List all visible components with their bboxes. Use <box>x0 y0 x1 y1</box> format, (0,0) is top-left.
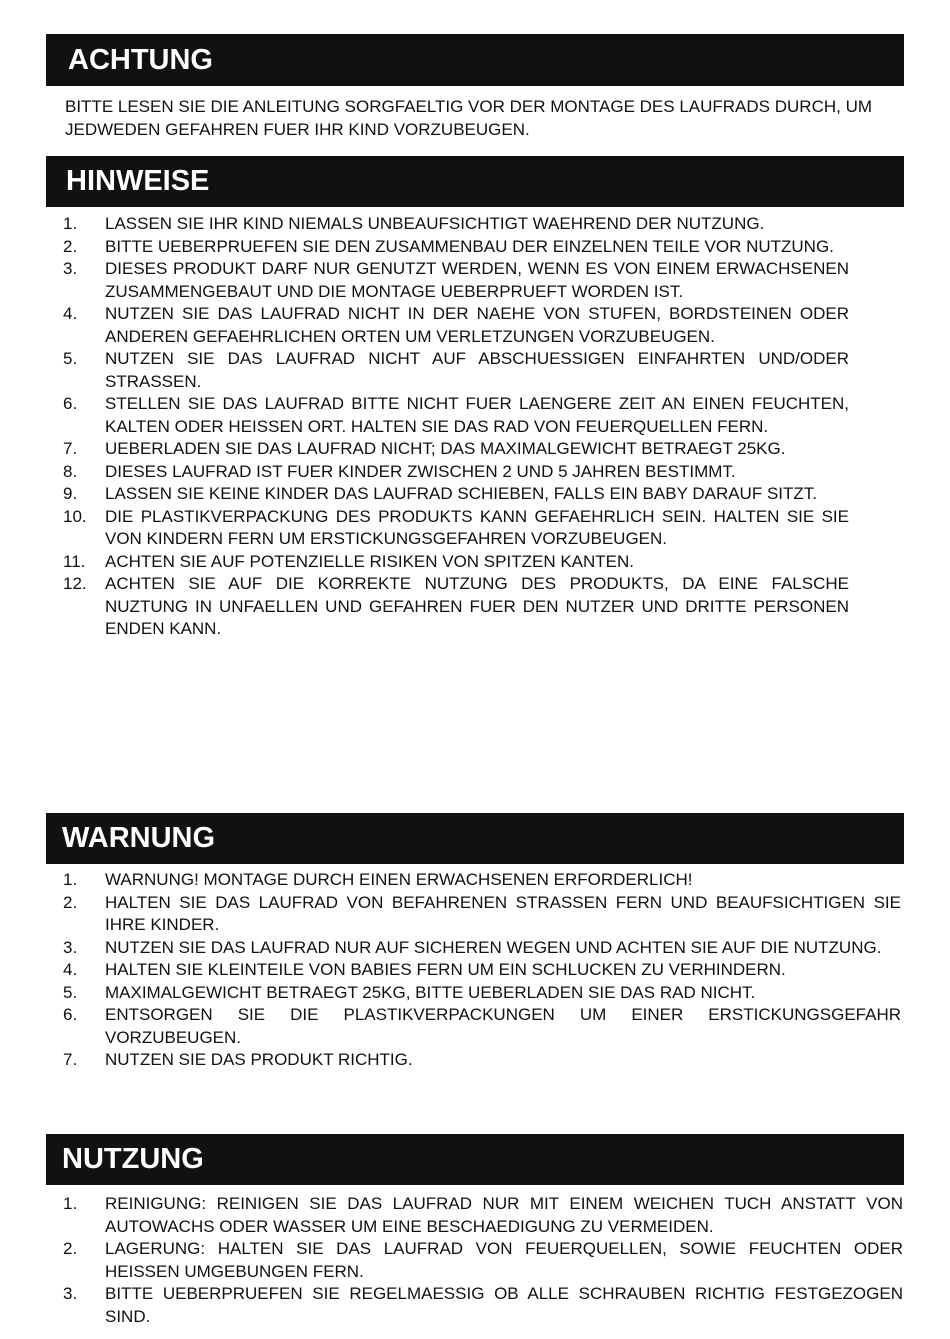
warnung-item-text: HALTEN SIE DAS LAUFRAD VON BEFAHRENEN STRASSEN FERN UND BEAUFSICHTIGEN SIE IHRE KINDER. <box>105 892 901 934</box>
hinweise-item <box>63 551 849 574</box>
warnung-item-number: 4. <box>63 960 78 979</box>
warnung-item <box>63 937 901 960</box>
hinweise-item-text: UEBERLADEN SIE DAS LAUFRAD NICHT; DAS MAXIMALGEWICHT BETRAEGT 25KG. <box>105 439 786 458</box>
nutzung-item <box>63 1238 903 1283</box>
nutzung-item-text: BITTE UEBERPRUEFEN SIE REGELMAESSIG OB ALLE SCHRAUBEN RICHTIG FESTGEZOGEN SIND. <box>105 1284 903 1326</box>
warnung-item-number: 6. <box>63 1005 78 1024</box>
warnung-item-text: WARNUNG! MONTAGE DURCH EINEN ERWACHSENEN ERFORDERLICH! <box>105 870 693 889</box>
warnung-item-number: 2. <box>63 892 78 912</box>
warnung-heading <box>46 813 904 864</box>
hinweise-item-number: 9. <box>63 484 78 503</box>
warnung-item-number: 5. <box>63 982 78 1002</box>
nutzung-item-number: 2. <box>63 1239 78 1258</box>
warnung-item-text: NUTZEN SIE DAS LAUFRAD NUR AUF SICHEREN WEGEN UND ACHTEN SIE AUF DIE NUTZUNG. <box>105 937 882 957</box>
hinweise-item-text: DIESES LAUFRAD IST FUER KINDER ZWISCHEN 2 UND 5 JAHREN BESTIMMT. <box>105 461 736 481</box>
warnung-list <box>63 869 901 1072</box>
hinweise-item <box>63 303 849 348</box>
hinweise-item <box>63 506 849 551</box>
hinweise-item-number: 5. <box>63 349 78 368</box>
hinweise-item <box>63 483 849 506</box>
hinweise-item <box>63 461 849 484</box>
hinweise-item <box>63 348 849 393</box>
achtung-title: ACHTUNG <box>68 43 213 76</box>
achtung-heading <box>46 34 904 86</box>
warnung-title: WARNUNG <box>62 822 216 854</box>
hinweise-item-number: 11. <box>63 551 86 571</box>
hinweise-item-number: 6. <box>63 394 78 413</box>
warnung-item-text: HALTEN SIE KLEINTEILE VON BABIES FERN UM EIN SCHLUCKEN ZU VERHINDERN. <box>105 960 786 979</box>
hinweise-item <box>63 393 849 438</box>
hinweise-item <box>63 573 849 641</box>
nutzung-list <box>63 1193 903 1328</box>
hinweise-item-text: ACHTEN SIE AUF DIE KORREKTE NUTZUNG DES PRODUKTS, DA EINE FALSCHE NUZTUNG IN UNFAELLEN UND GEFAHREN FUER DEN NUTZER UND DRITTE PERSONEN ENDEN KANN. <box>105 574 849 638</box>
hinweise-heading <box>46 156 904 207</box>
nutzung-item <box>63 1283 903 1328</box>
hinweise-item-text: NUTZEN SIE DAS LAUFRAD NICHT AUF ABSCHUESSIGEN EINFAHRTEN UND/ODER STRASSEN. <box>105 349 849 391</box>
hinweise-title: HINWEISE <box>66 165 210 197</box>
warnung-item <box>63 1049 901 1072</box>
hinweise-item-number: 8. <box>63 461 78 481</box>
nutzung-item-number: 1. <box>63 1194 78 1213</box>
hinweise-item-text: BITTE UEBERPRUEFEN SIE DEN ZUSAMMENBAU DER EINZELNEN TEILE VOR NUTZUNG. <box>105 236 834 256</box>
nutzung-item-text: REINIGUNG: REINIGEN SIE DAS LAUFRAD NUR MIT EINEM WEICHEN TUCH ANSTATT VON AUTOWACHS ODER WASSER UM EINE BESCHAEDIGUNG ZU VERMEIDEN. <box>105 1194 903 1236</box>
warnung-item-number: 7. <box>63 1050 78 1069</box>
hinweise-item-text: LASSEN SIE KEINE KINDER DAS LAUFRAD SCHIEBEN, FALLS EIN BABY DARAUF SITZT. <box>105 484 817 503</box>
warnung-item <box>63 869 901 892</box>
hinweise-list <box>63 213 849 641</box>
hinweise-item-text: ACHTEN SIE AUF POTENZIELLE RISIKEN VON SPITZEN KANTEN. <box>105 551 634 571</box>
hinweise-item-text: LASSEN SIE IHR KIND NIEMALS UNBEAUFSICHTIGT WAEHREND DER NUTZUNG. <box>105 214 765 233</box>
hinweise-item-number: 1. <box>63 214 78 233</box>
hinweise-item-text: STELLEN SIE DAS LAUFRAD BITTE NICHT FUER LAENGERE ZEIT AN EINEN FEUCHTEN, KALTEN ODER HEISSEN ORT. HALTEN SIE DAS RAD VON FEUERQUELLEN FERN. <box>105 394 849 436</box>
warnung-item-number: 3. <box>63 937 78 957</box>
hinweise-item <box>63 236 849 259</box>
nutzung-item-number: 3. <box>63 1284 78 1303</box>
nutzung-item <box>63 1193 903 1238</box>
nutzung-heading <box>46 1134 904 1185</box>
hinweise-item <box>63 213 849 236</box>
hinweise-item-number: 2. <box>63 236 78 256</box>
nutzung-title: NUTZUNG <box>62 1143 204 1175</box>
warnung-item <box>63 982 901 1005</box>
hinweise-item-number: 3. <box>63 259 78 278</box>
hinweise-item-number: 4. <box>63 304 78 323</box>
warnung-item <box>63 959 901 982</box>
hinweise-item-text: DIESES PRODUKT DARF NUR GENUTZT WERDEN, WENN ES VON EINEM ERWACHSENEN ZUSAMMENGEBAUT UND DIE MONTAGE UEBERPRUEFT WORDEN IST. <box>105 259 849 301</box>
warnung-item-text: NUTZEN SIE DAS PRODUKT RICHTIG. <box>105 1050 413 1069</box>
hinweise-item-number: 7. <box>63 439 78 458</box>
hinweise-item <box>63 258 849 303</box>
hinweise-item-text: DIE PLASTIKVERPACKUNG DES PRODUKTS KANN GEFAEHRLICH SEIN. HALTEN SIE SIE VON KINDERN FERN UM ERSTICKUNGSGEFAHREN VORZUBEUGEN. <box>105 506 849 548</box>
warnung-item-text: ENTSORGEN SIE DIE PLASTIKVERPACKUNGEN UM EINER ERSTICKUNGSGEFAHR VORZUBEUGEN. <box>105 1005 901 1047</box>
hinweise-item <box>63 438 849 461</box>
hinweise-item-text: NUTZEN SIE DAS LAUFRAD NICHT IN DER NAEHE VON STUFEN, BORDSTEINEN ODER ANDEREN GEFAEHRLICHEN ORTEN UM VERLETZUNGEN VORZUBEUGEN. <box>105 304 849 346</box>
achtung-text: BITTE LESEN SIE DIE ANLEITUNG SORGFAELTIG VOR DER MONTAGE DES LAUFRADS DURCH, UM JEDWEDEN GEFAHREN FUER IHR KIND VORZUBEUGEN. <box>65 97 873 139</box>
warnung-item <box>63 1004 901 1049</box>
warnung-item-text: MAXIMALGEWICHT BETRAEGT 25KG, BITTE UEBERLADEN SIE DAS RAD NICHT. <box>105 982 756 1002</box>
hinweise-item-number: 10. <box>63 506 87 526</box>
hinweise-item-number: 12. <box>63 574 87 593</box>
warnung-item-number: 1. <box>63 870 78 889</box>
nutzung-item-text: LAGERUNG: HALTEN SIE DAS LAUFRAD VON FEUERQUELLEN, SOWIE FEUCHTEN ODER HEISSEN UMGEBUNGEN FERN. <box>105 1239 903 1281</box>
warnung-item <box>63 892 901 937</box>
